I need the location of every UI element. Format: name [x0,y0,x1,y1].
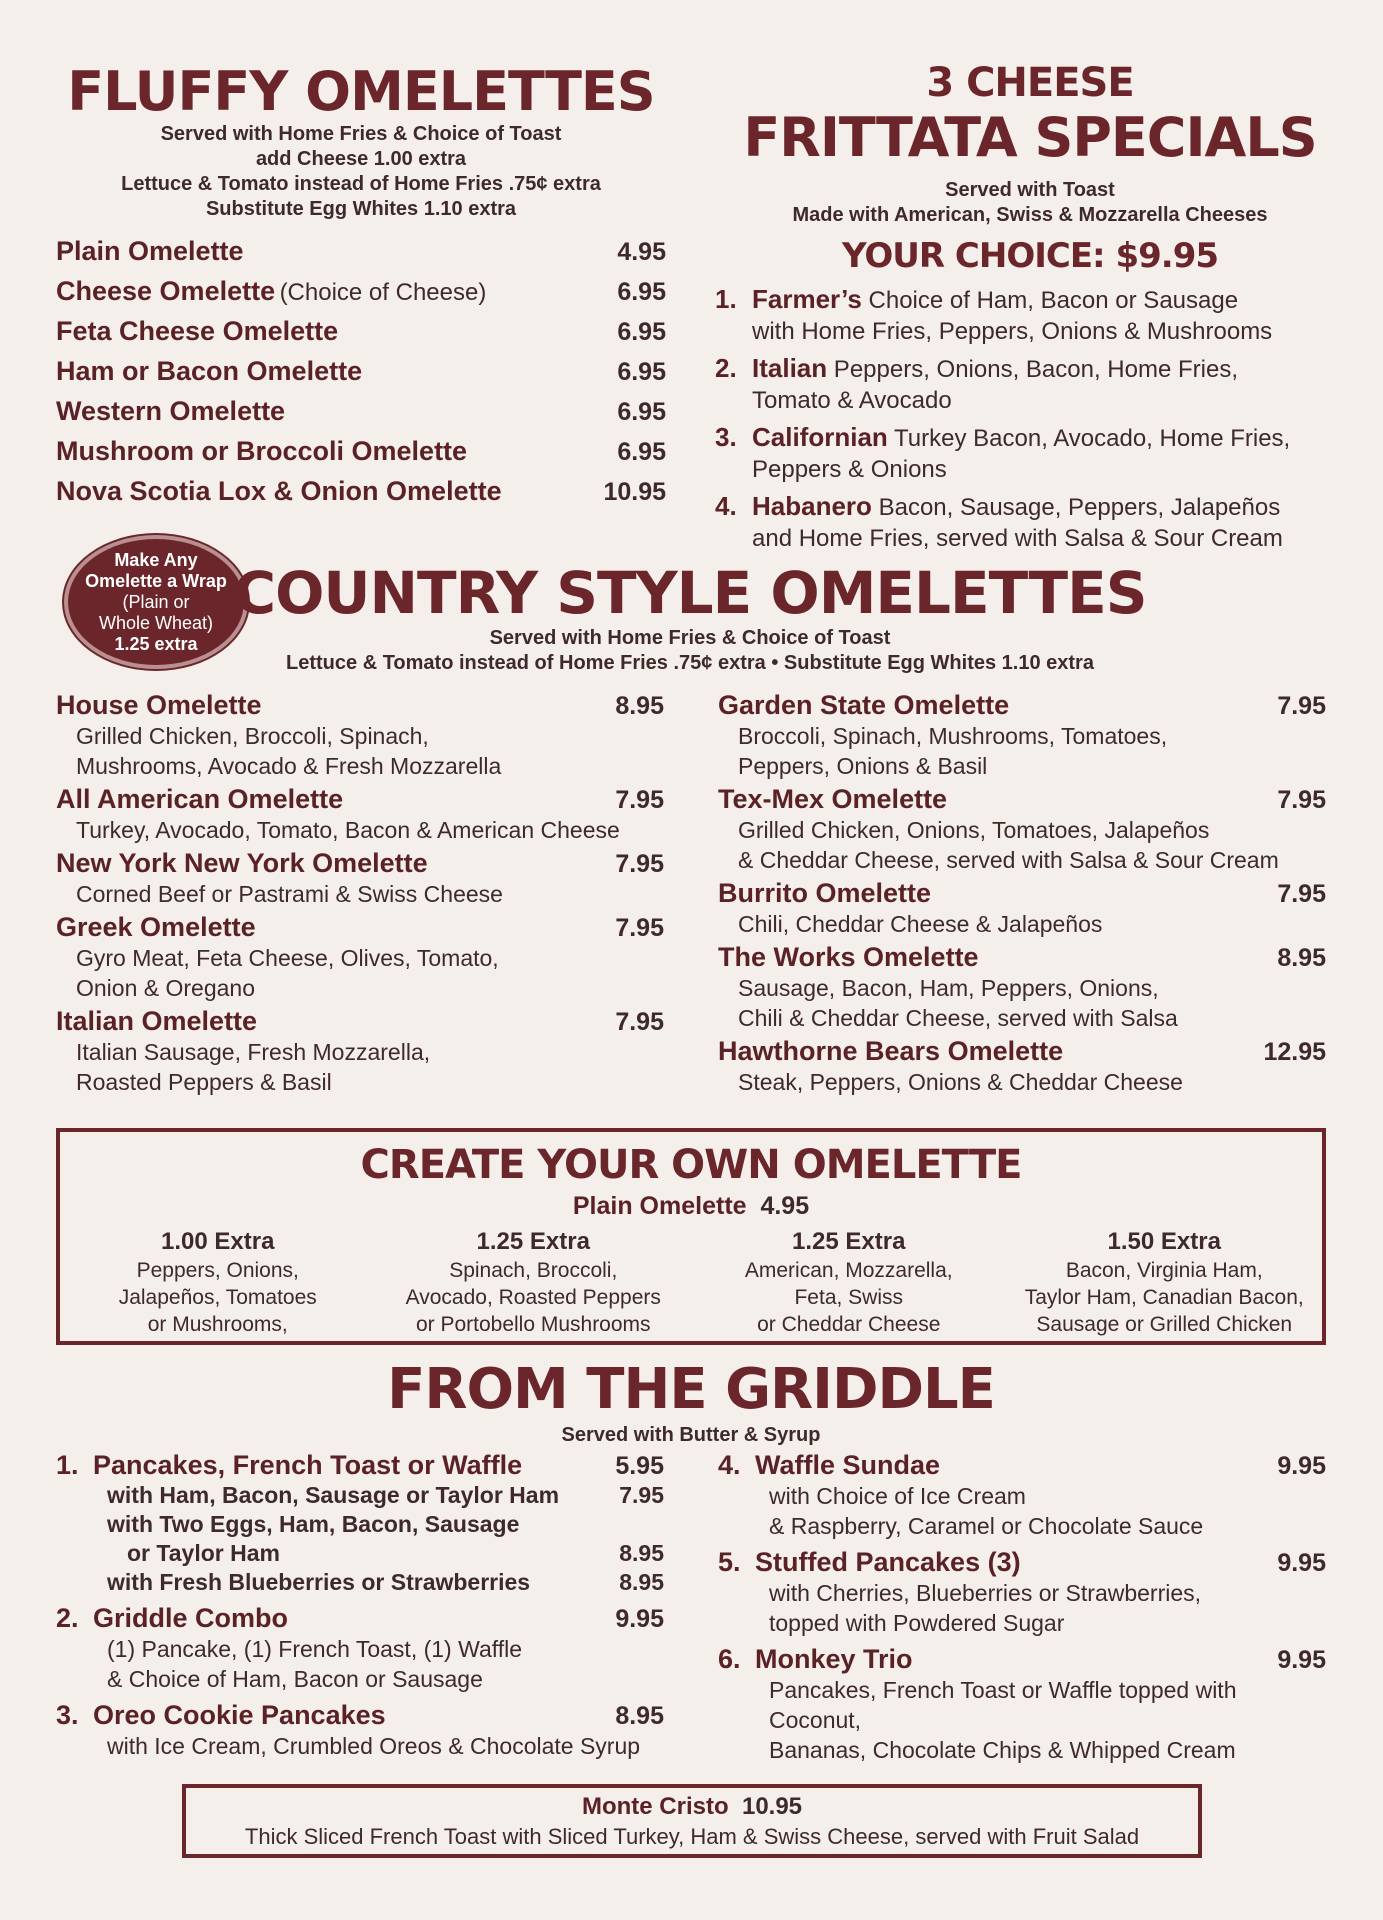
item-price: 7.95 [615,914,664,942]
menu-item [56,436,666,476]
item-number: 3. [715,422,737,452]
item-desc: Bacon, Sausage, Peppers, Jalapeños [871,494,1281,521]
griddle-item [718,1644,1326,1765]
item-price: 7.95 [1277,880,1326,908]
item-number: 2. [715,353,737,383]
item-desc: & Cheddar Cheese, served with Salsa & Sour Cream [738,847,1279,873]
item-price: 6.95 [617,398,666,426]
griddle-heading: FROM THE GRIDDLE [387,1357,995,1422]
fluffy-note-3: Lettuce & Tomato instead of Home Fries .75¢ extra [121,173,601,195]
item-name: Hawthorne Bears Omelette [718,1036,1064,1066]
item-desc: Peppers, Onions & Basil [738,753,988,779]
item-price: 9.95 [1277,1646,1326,1674]
item-name: Tex-Mex Omelette [718,784,948,814]
item-desc: Turkey, Avocado, Tomato, Bacon & American Cheese [76,817,620,843]
extra-line: Jalapeños, Tomatoes [118,1286,317,1309]
menu-item [56,276,666,316]
item-option: with Two Eggs, Ham, Bacon, Sausage [107,1511,520,1537]
item-name: Stuffed Pancakes (3) [755,1547,1021,1577]
menu-item [718,878,1326,939]
frittata-item [715,491,1345,554]
item-name: Waffle Sundae [755,1450,941,1480]
menu-item [56,356,666,396]
griddle-item [718,1450,1326,1541]
option-price: 7.95 [619,1482,664,1508]
item-name: Griddle Combo [93,1603,288,1633]
extra-line: Bacon, Virginia Ham, [1065,1259,1263,1282]
plain-omelette-price: 4.95 [760,1192,810,1220]
option-price: 8.95 [619,1569,664,1595]
item-price: 6.95 [617,278,666,306]
fluffy-list [56,236,666,516]
item-name: Feta Cheese Omelette [56,316,339,346]
frittata-section [715,60,1345,554]
item-desc: Sausage, Bacon, Ham, Peppers, Onions, [738,975,1159,1001]
extra-group [699,1227,999,1338]
griddle-right-column [718,1450,1326,1771]
item-price: 8.95 [615,692,664,720]
item-desc: Pancakes, French Toast or Waffle topped with Coconut, [769,1677,1237,1733]
item-name: Garden State Omelette [718,690,1010,720]
item-price: 8.95 [1277,944,1326,972]
item-price: 7.95 [615,786,664,814]
menu-item [718,942,1326,1033]
item-desc: Tomato & Avocado [752,387,952,414]
frittata-price-heading: YOUR CHOICE: $9.95 [841,236,1219,276]
item-desc: topped with Powdered Sugar [769,1610,1065,1636]
item-desc: Bananas, Chocolate Chips & Whipped Cream [769,1737,1236,1763]
frittata-item [715,353,1345,416]
create-your-own-box [56,1128,1326,1345]
extra-line: Avocado, Roasted Peppers [405,1286,661,1309]
item-desc: Italian Sausage, Fresh Mozzarella, [76,1039,431,1065]
country-header [230,560,1150,676]
item-name: Habanero [752,491,872,521]
extra-line: or Mushrooms, [147,1313,288,1336]
menu-item [56,912,664,1003]
plain-omelette-line [60,1192,1322,1221]
item-name: New York New York Omelette [56,848,428,878]
frittata-heading-line-2: FRITTATA SPECIALS [743,106,1317,169]
item-option: or Taylor Ham [127,1540,280,1566]
item-name: All American Omelette [56,784,344,814]
menu-item [56,476,666,516]
menu-item [56,784,664,845]
item-name: Pancakes, French Toast or Waffle [93,1450,523,1480]
frittata-item [715,422,1345,485]
item-price: 9.95 [615,1605,664,1633]
item-price: 7.95 [1277,692,1326,720]
item-name: Western Omelette [56,396,286,426]
item-note: (Choice of Cheese) [279,279,487,306]
item-name: Monte Cristo [581,1793,729,1820]
country-note-1: Served with Home Fries & Choice of Toast [489,627,891,649]
item-desc: and Home Fries, served with Salsa & Sour Cream [752,525,1283,552]
menu-item [56,396,666,436]
griddle-item [56,1603,664,1694]
item-name: Italian Omelette [56,1006,258,1036]
menu-item [718,690,1326,781]
extra-group [383,1227,683,1338]
country-right-column [718,690,1326,1100]
fluffy-omelettes-section [56,62,666,516]
item-desc: Gyro Meat, Feta Cheese, Olives, Tomato, [76,945,499,971]
country-omelettes-heading: COUNTRY STYLE OMELETTES [233,559,1147,627]
badge-line: Whole Wheat) [98,612,214,633]
plain-omelette-name: Plain Omelette [572,1192,747,1220]
item-name: Oreo Cookie Pancakes [93,1700,386,1730]
fluffy-note-2: add Cheese 1.00 extra [255,148,467,170]
item-name: Ham or Bacon Omelette [56,356,363,386]
item-number: 2. [56,1603,79,1633]
item-number: 4. [718,1450,741,1480]
create-your-own-heading: CREATE YOUR OWN OMELETTE [360,1142,1022,1188]
item-price: 10.95 [603,478,666,506]
item-desc: Mushrooms, Avocado & Fresh Mozzarella [76,753,502,779]
item-desc: Steak, Peppers, Onions & Cheddar Cheese [738,1069,1183,1095]
extra-title: 1.00 Extra [161,1228,275,1255]
extra-line: Feta, Swiss [794,1286,904,1309]
badge-line: Make Any [114,549,198,570]
extra-line: Sausage or Grilled Chicken [1036,1313,1293,1336]
badge-line: 1.25 extra [114,633,198,654]
item-name: Greek Omelette [56,912,256,942]
item-name: Cheese Omelette [56,276,276,306]
item-desc: Peppers, Onions, Bacon, Home Fries, [827,356,1238,383]
item-price: 5.95 [615,1452,664,1480]
fluffy-note-1: Served with Home Fries & Choice of Toast [160,123,562,145]
extra-line: Taylor Ham, Canadian Bacon, [1024,1286,1304,1309]
item-desc: Onion & Oregano [76,975,256,1001]
item-number: 1. [715,284,737,314]
monte-cristo-title [186,1792,1198,1822]
item-number: 1. [56,1450,79,1480]
item-desc: Corned Beef or Pastrami & Swiss Cheese [76,881,503,907]
item-option: with Fresh Blueberries or Strawberries [107,1569,531,1595]
item-option: with Ham, Bacon, Sausage or Taylor Ham [107,1482,560,1508]
extra-line: or Portobello Mushrooms [415,1313,651,1336]
item-price: 10.95 [741,1793,803,1820]
item-name: Californian [752,422,888,452]
option-price: 8.95 [619,1540,664,1566]
griddle-item [56,1450,664,1597]
item-desc: & Choice of Ham, Bacon or Sausage [107,1666,483,1692]
item-price: 6.95 [617,318,666,346]
frittata-note-1: Served with Toast [945,179,1115,201]
item-desc: Roasted Peppers & Basil [76,1069,332,1095]
item-desc: with Cherries, Blueberries or Strawberries, [769,1580,1202,1606]
item-desc: Grilled Chicken, Broccoli, Spinach, [76,723,429,749]
griddle-item [56,1700,664,1761]
menu-item [56,1006,664,1097]
extra-line: Peppers, Onions, [136,1259,299,1282]
item-price: 7.95 [615,850,664,878]
item-desc: Grilled Chicken, Onions, Tomatoes, Jalapeños [738,817,1210,843]
frittata-item [715,284,1345,347]
item-price: 12.95 [1263,1038,1326,1066]
item-price: 9.95 [1277,1452,1326,1480]
item-desc: Chili & Cheddar Cheese, served with Salsa [738,1005,1178,1031]
item-price: 4.95 [617,238,666,266]
item-price: 7.95 [1277,786,1326,814]
item-name: House Omelette [56,690,262,720]
country-note-2: Lettuce & Tomato instead of Home Fries .75¢ extra • Substitute Egg Whites 1.10 extra [286,652,1094,674]
item-number: 6. [718,1644,741,1674]
item-desc: (1) Pancake, (1) French Toast, (1) Waffle [107,1636,523,1662]
item-desc: & Raspberry, Caramel or Chocolate Sauce [769,1513,1204,1539]
item-name: Plain Omelette [56,236,244,266]
fluffy-omelettes-heading: FLUFFY OMELETTES [67,60,655,123]
item-desc: Broccoli, Spinach, Mushrooms, Tomatoes, [738,723,1168,749]
menu-item [56,236,666,276]
extra-group [1014,1227,1314,1338]
item-number: 3. [56,1700,79,1730]
item-name: Monkey Trio [755,1644,913,1674]
item-name: Mushroom or Broccoli Omelette [56,436,468,466]
country-left-column [56,690,664,1100]
extra-line: Spinach, Broccoli, [449,1259,618,1282]
item-price: 8.95 [615,1702,664,1730]
item-name: Burrito Omelette [718,878,932,908]
frittata-note-2: Made with American, Swiss & Mozzarella Cheeses [792,204,1268,226]
item-desc: Thick Sliced French Toast with Sliced Turkey, Ham & Swiss Cheese, served with Fruit Salad [244,1824,1140,1849]
extra-line: American, Mozzarella, [744,1259,953,1282]
menu-item [718,784,1326,875]
item-number: 4. [715,491,737,521]
item-desc: with Choice of Ice Cream [769,1483,1026,1509]
item-desc: with Home Fries, Peppers, Onions & Mushrooms [752,318,1273,345]
griddle-item [718,1547,1326,1638]
extra-title: 1.50 Extra [1107,1228,1221,1255]
extra-title: 1.25 Extra [476,1228,590,1255]
item-desc: Turkey Bacon, Avocado, Home Fries, [887,425,1291,452]
menu-item [56,848,664,909]
item-price: 7.95 [615,1008,664,1036]
menu-item [56,316,666,356]
griddle-subtitle: Served with Butter & Syrup [561,1424,821,1446]
item-desc: Peppers & Onions [752,456,947,483]
badge-line: Omelette a Wrap [85,570,227,591]
griddle-left-column [56,1450,664,1767]
fluffy-note-4: Substitute Egg Whites 1.10 extra [205,198,517,220]
item-number: 5. [718,1547,741,1577]
griddle-header [56,1357,1326,1448]
item-price: 9.95 [1277,1549,1326,1577]
item-name: The Works Omelette [718,942,979,972]
extras-row [60,1227,1322,1338]
item-price: 6.95 [617,358,666,386]
menu-item [56,690,664,781]
item-price: 6.95 [617,438,666,466]
item-desc: with Ice Cream, Crumbled Oreos & Chocolate Syrup [107,1733,641,1759]
item-name: Nova Scotia Lox & Onion Omelette [56,476,502,506]
extra-title: 1.25 Extra [792,1228,906,1255]
item-name: Farmer’s [752,284,862,314]
item-name: Italian [752,353,828,383]
extra-line: or Cheddar Cheese [757,1313,941,1336]
wrap-badge [64,535,248,669]
monte-cristo-box [182,1784,1202,1858]
frittata-heading-line-1: 3 CHEESE [926,60,1134,106]
badge-line: (Plain or [122,591,190,612]
extra-group [68,1227,368,1338]
item-desc: Chili, Cheddar Cheese & Jalapeños [738,911,1103,937]
menu-item [718,1036,1326,1097]
item-desc: Choice of Ham, Bacon or Sausage [861,287,1239,314]
